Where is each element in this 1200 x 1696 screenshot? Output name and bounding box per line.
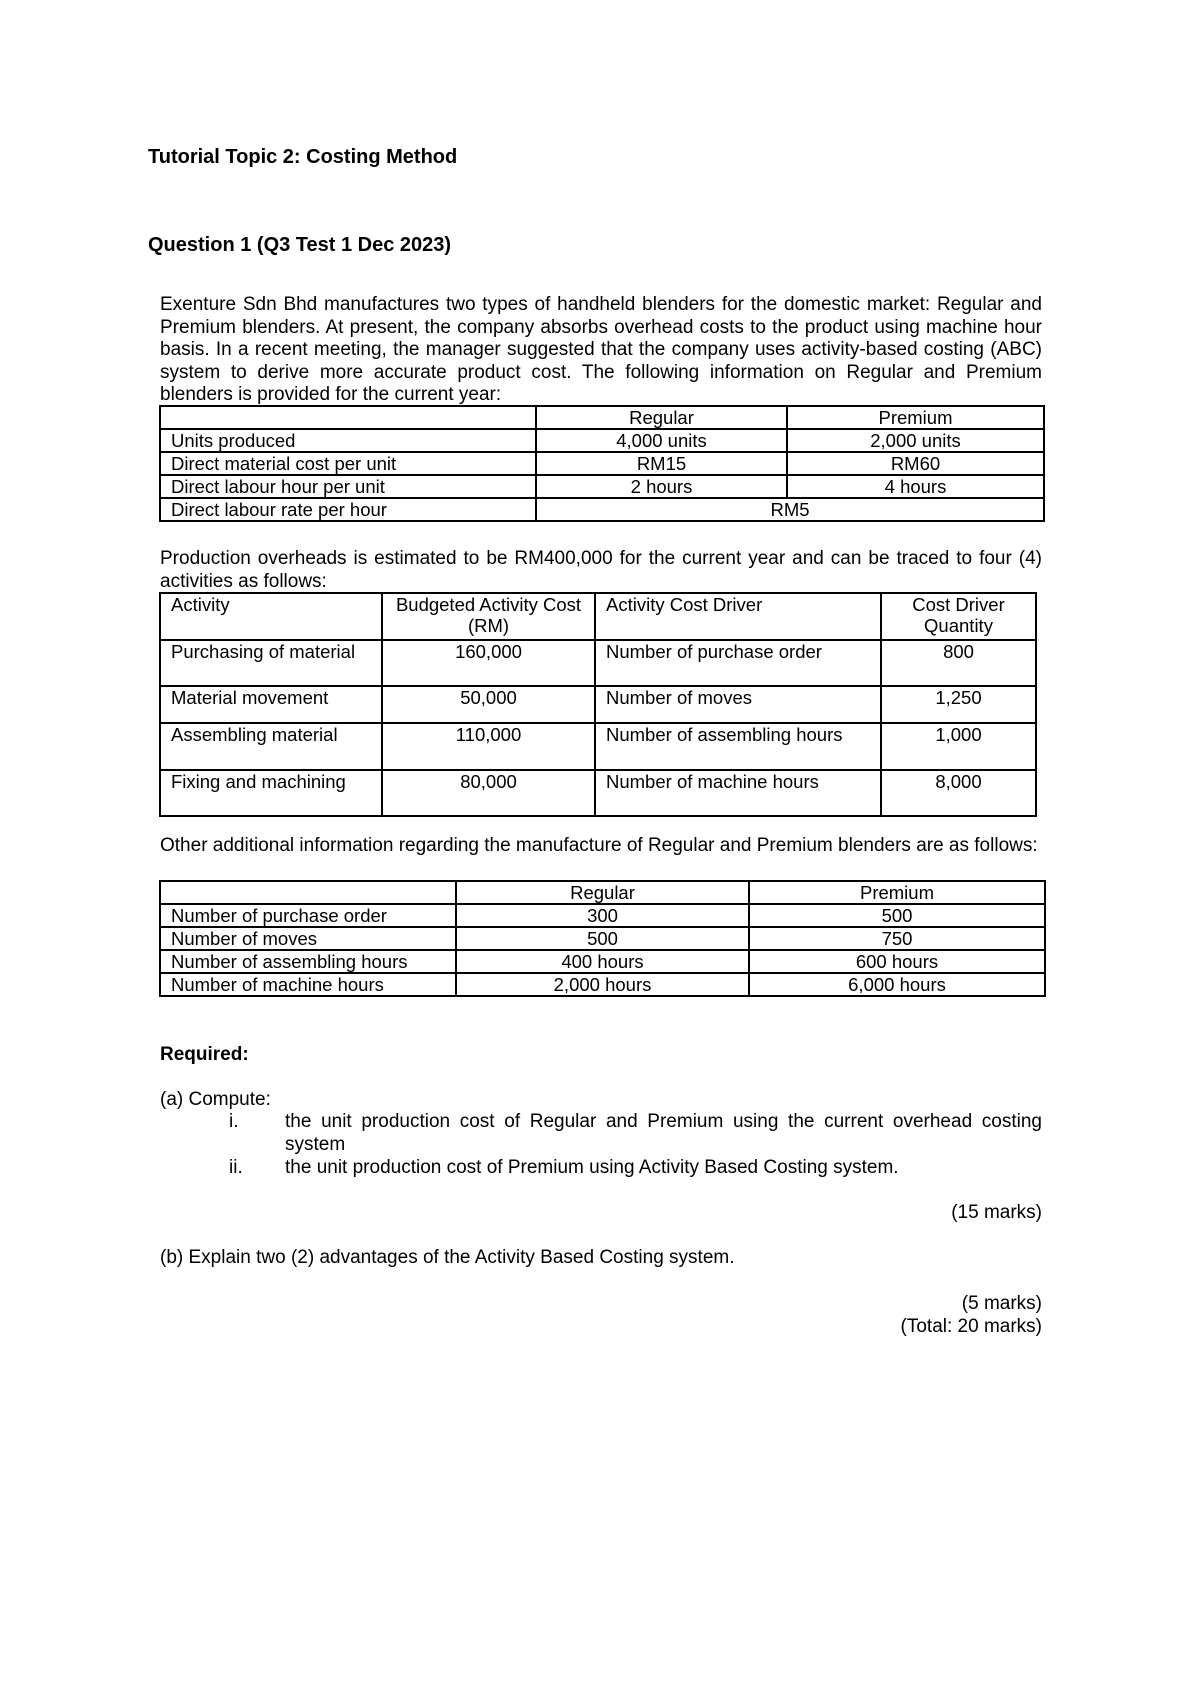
table-cell: 110,000 (382, 723, 595, 770)
table-row (160, 950, 1045, 973)
table-cell: 800 (881, 640, 1036, 686)
table-cell: 2,000 units (787, 429, 1044, 452)
part-a-item-i: the unit production cost of Regular and Premium using the current overhead costing system (285, 1111, 1042, 1155)
table-header-row (160, 881, 1045, 904)
table-header-row (160, 593, 1036, 640)
table-cell: 6,000 hours (749, 973, 1045, 996)
overheads-paragraph: Production overheads is estimated to be RM400,000 for the current year and can be traced to four (4) activities as follows: (160, 548, 1042, 592)
part-a-label: (a) Compute: (160, 1089, 271, 1110)
row-label: Number of assembling hours (160, 950, 456, 973)
table-row (160, 498, 1044, 521)
table-header: Premium (787, 406, 1044, 429)
table-header: Premium (749, 881, 1045, 904)
total-marks: (Total: 20 marks) (900, 1316, 1042, 1337)
table-row (160, 640, 1036, 686)
row-label: Fixing and machining (160, 770, 382, 816)
table-header: Activity (160, 593, 382, 640)
table-header: Regular (536, 406, 787, 429)
item-number: i. (229, 1111, 239, 1132)
table-row (160, 452, 1044, 475)
row-label: Direct labour rate per hour (160, 498, 536, 521)
table-cell: 750 (749, 927, 1045, 950)
table-cell: 50,000 (382, 686, 595, 723)
activity-table (159, 592, 1037, 817)
row-label: Assembling material (160, 723, 382, 770)
table-cell (160, 406, 536, 429)
table-cell (160, 881, 456, 904)
intro-paragraph: Exenture Sdn Bhd manufactures two types of handheld blenders for the domestic market: Regular and Premium blenders. At present, the company absorbs overhead costs to the product using machine hour basis. In a recent meeting, the manager suggested that the company uses activity-based costing (ABC) system to derive more accurate product cost. The following information on Regular and Premium blenders is provided for the current year: (160, 294, 1042, 405)
table-cell: Number of assembling hours (595, 723, 881, 770)
table-row (160, 429, 1044, 452)
row-label: Material movement (160, 686, 382, 723)
row-label: Number of machine hours (160, 973, 456, 996)
table-cell: 600 hours (749, 950, 1045, 973)
table-cell: 300 (456, 904, 749, 927)
table-row (160, 770, 1036, 816)
table-cell: 500 (749, 904, 1045, 927)
table-cell: RM15 (536, 452, 787, 475)
table-cell: 1,250 (881, 686, 1036, 723)
table-cell: RM5 (536, 498, 1044, 521)
table-cell: 4,000 units (536, 429, 787, 452)
row-label: Purchasing of material (160, 640, 382, 686)
table-cell: 2,000 hours (456, 973, 749, 996)
part-b-label: (b) Explain two (2) advantages of the Activity Based Costing system. (160, 1247, 735, 1268)
table-row (160, 686, 1036, 723)
table-cell: 1,000 (881, 723, 1036, 770)
row-label: Units produced (160, 429, 536, 452)
row-label: Direct material cost per unit (160, 452, 536, 475)
table-cell: 160,000 (382, 640, 595, 686)
table-row (160, 973, 1045, 996)
table-cell: 4 hours (787, 475, 1044, 498)
table-cell: Number of purchase order (595, 640, 881, 686)
table-cell: 500 (456, 927, 749, 950)
blender-info-table (159, 405, 1045, 522)
additional-info-paragraph: Other additional information regarding the manufacture of Regular and Premium blenders are as follows: (160, 835, 1038, 856)
part-a-marks: (15 marks) (951, 1202, 1042, 1223)
question-heading: Question 1 (Q3 Test 1 Dec 2023) (148, 234, 452, 256)
table-header: Cost Driver Quantity (881, 593, 1036, 640)
row-label: Number of moves (160, 927, 456, 950)
table-cell: 8,000 (881, 770, 1036, 816)
table-row (160, 904, 1045, 927)
table-header: Budgeted Activity Cost (RM) (382, 593, 595, 640)
part-b-marks: (5 marks) (961, 1293, 1042, 1314)
table-row (160, 927, 1045, 950)
table-row (160, 723, 1036, 770)
row-label: Direct labour hour per unit (160, 475, 536, 498)
required-label: Required: (160, 1044, 249, 1065)
table-header-row (160, 406, 1044, 429)
item-number: ii. (229, 1157, 243, 1178)
table-cell: 80,000 (382, 770, 595, 816)
table-cell: RM60 (787, 452, 1044, 475)
part-a-item-ii: the unit production cost of Premium using Activity Based Costing system. (285, 1157, 899, 1178)
table-cell: Number of moves (595, 686, 881, 723)
table-row (160, 475, 1044, 498)
table-header: Activity Cost Driver (595, 593, 881, 640)
table-cell: Number of machine hours (595, 770, 881, 816)
table-header: Regular (456, 881, 749, 904)
table-cell: 400 hours (456, 950, 749, 973)
additional-info-table (159, 880, 1046, 997)
table-cell: 2 hours (536, 475, 787, 498)
page-title: Tutorial Topic 2: Costing Method (148, 146, 458, 168)
row-label: Number of purchase order (160, 904, 456, 927)
